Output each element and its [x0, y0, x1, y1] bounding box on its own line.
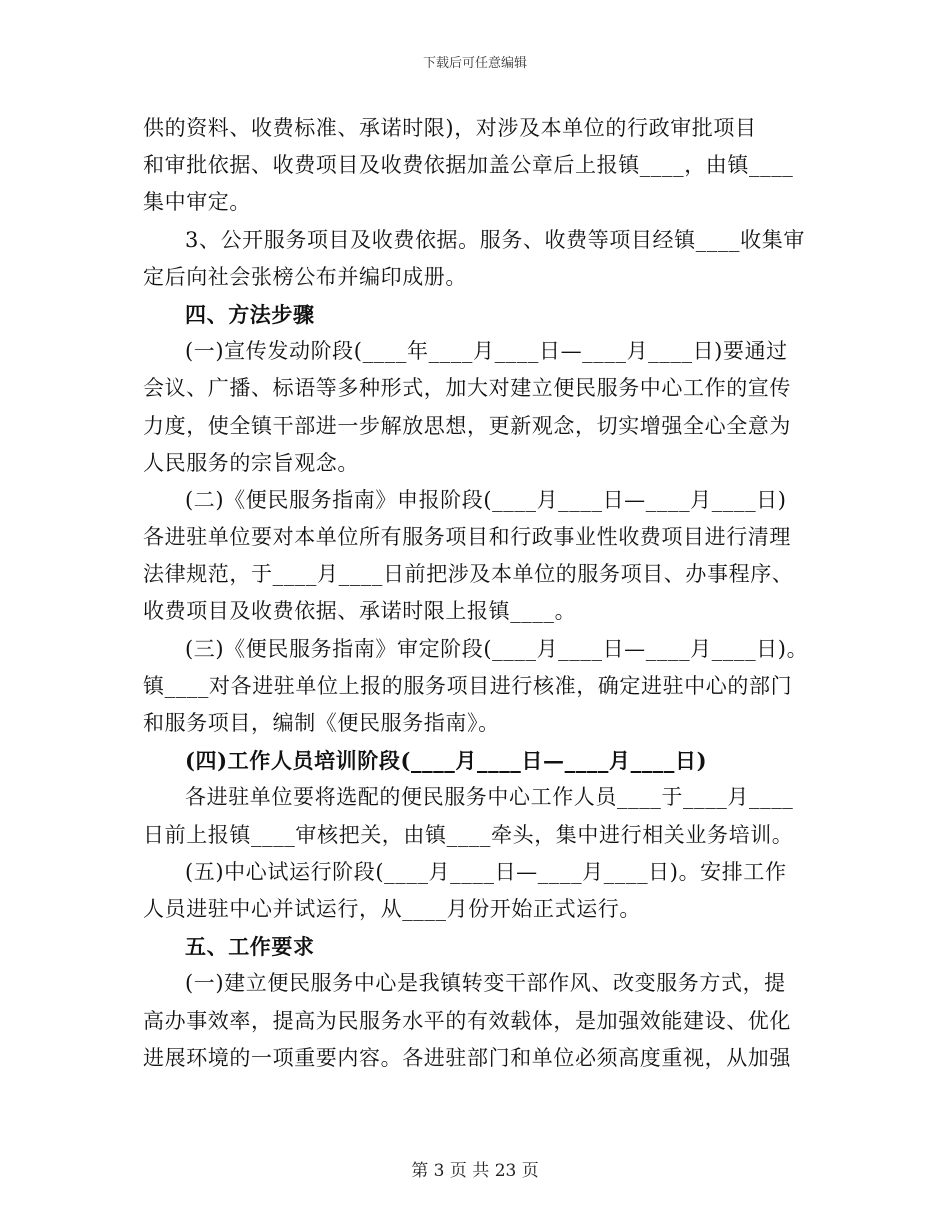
section-heading: 四、方法步骤 — [185, 301, 315, 327]
body-line: 日前上报镇____审核把关，由镇____牵头，集中进行相关业务培训。 — [143, 822, 794, 847]
body-line: 供的资料、收费标准、承诺时限)，对涉及本单位的行政审批项目 — [143, 116, 757, 140]
subsection-heading: (四)工作人员培训阶段(____月____日—____月____日) — [185, 748, 708, 774]
body-line: 各进驻单位要对本单位所有服务项目和行政事业性收费项目进行清理 — [143, 525, 791, 550]
document-body — [143, 110, 809, 1077]
body-line: 和审批依据、收费项目及收费依据加盖公章后上报镇____，由镇____ — [143, 153, 794, 178]
body-line: 和服务项目，编制《便民服务指南》。 — [143, 711, 500, 735]
body-line: 会议、广播、标语等多种形式，加大对建立便民服务中心工作的宣传 — [143, 376, 791, 401]
body-line: (一)宣传发动阶段(____年____月____日—____月____日)要通过 — [185, 339, 788, 364]
body-line: (二)《便民服务指南》申报阶段(____月____日—____月____日) — [185, 487, 787, 512]
page-number: 第 3 页 共 23 页 — [411, 1161, 539, 1181]
body-line: (三)《便民服务指南》审定阶段(____月____日—____月____日)。 — [185, 636, 809, 661]
section-heading: 五、工作要求 — [185, 934, 315, 960]
body-line: (一)建立便民服务中心是我镇转变干部作风、改变服务方式，提 — [185, 971, 786, 996]
body-line: 收费项目及收费依据、承诺时限上报镇____。 — [143, 599, 577, 624]
body-line: 人民服务的宗旨观念。 — [143, 450, 359, 475]
body-line: 人员进驻中心并试运行，从____月份开始正式运行。 — [143, 896, 641, 921]
body-line: 定后向社会张榜公布并编印成册。 — [143, 264, 467, 289]
body-line: 各进驻单位要将选配的便民服务中心工作人员____于____月____ — [185, 785, 794, 810]
body-line: 镇____对各进驻单位上报的服务项目进行核准，确定进驻中心的部门 — [143, 673, 793, 698]
body-line: (五)中心试运行阶段(____月____日—____月____日)。安排工作 — [185, 859, 787, 884]
body-line: 力度，使全镇干部进一步解放思想，更新观念，切实增强全心全意为 — [143, 413, 791, 438]
body-line: 进展环境的一项重要内容。各进驻部门和单位必须高度重视，从加强 — [143, 1045, 791, 1070]
body-line: 集中审定。 — [143, 190, 251, 215]
body-line: 高办事效率，提高为民服务水平的有效载体，是加强效能建设、优化 — [143, 1008, 791, 1033]
body-line: 3、公开服务项目及收费依据。服务、收费等项目经镇____收集审 — [185, 227, 805, 252]
page-header-note: 下载后可任意编辑 — [422, 56, 527, 71]
body-line: 法律规范，于____月____日前把涉及本单位的服务项目、办事程序、 — [143, 562, 794, 587]
